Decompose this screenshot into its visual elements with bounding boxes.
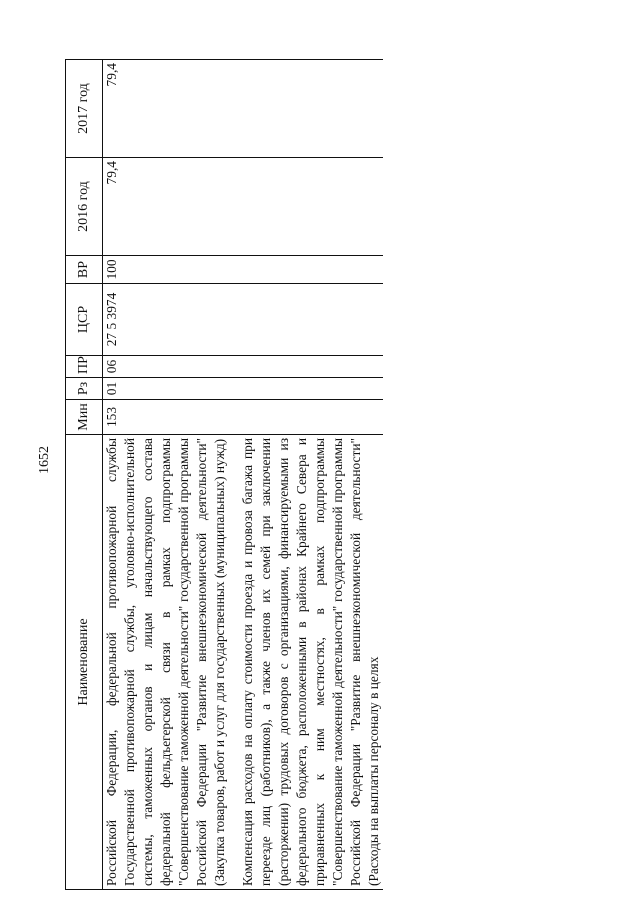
page-number-text: 1652 — [37, 446, 52, 474]
row-min — [229, 400, 383, 435]
header-2017: 2017 год — [66, 60, 103, 158]
table-row — [229, 60, 383, 890]
page-number — [33, 440, 57, 480]
row-2016 — [229, 158, 383, 256]
row-min: 153 — [103, 400, 230, 435]
row-rz: 01 — [103, 378, 230, 400]
row-2017 — [229, 60, 383, 158]
row-vr — [229, 256, 383, 284]
table-header-row — [66, 60, 103, 890]
document-page — [65, 60, 625, 890]
budget-table — [65, 59, 383, 890]
row-rz — [229, 378, 383, 400]
header-rz: Рз — [66, 378, 103, 400]
row-name: Компенсация расходов на оплату стоимости проезда и провоза багажа при переезде лиц (работников), а также членов их семей при заключении (расторжении) трудовых договоров с организациями, финансируемыми из федерального бюджета, расположенными в районах Крайнего Севера и приравненных к ним местностях, в рамках подпрограммы "Совершенствование таможенной деятельности" государственной программы Российской Федерации "Развитие внешнеэкономической деятельности" (Расходы на выплаты персоналу в целях — [229, 435, 383, 890]
header-min: Мин — [66, 400, 103, 435]
row-csr: 27 5 3974 — [103, 284, 230, 356]
header-csr: ЦСР — [66, 284, 103, 356]
row-csr — [229, 284, 383, 356]
header-name: Наименование — [66, 435, 103, 890]
row-2017: 79,4 — [103, 60, 230, 158]
table-row — [103, 60, 230, 890]
header-vr: ВР — [66, 256, 103, 284]
header-pr: ПР — [66, 356, 103, 378]
row-vr: 100 — [103, 256, 230, 284]
row-2016: 79,4 — [103, 158, 230, 256]
header-2016: 2016 год — [66, 158, 103, 256]
row-pr — [229, 356, 383, 378]
row-pr: 06 — [103, 356, 230, 378]
row-name: Российской Федерации, федеральной противопожарной службы Государственной противопожарной службы, уголовно-исполнительной системы, таможенных органов и лицам начальствующего состава федеральной фельдъегерской связи в рамках подпрограммы "Совершенствование таможенной деятельности" государственной программы Российской Федерации "Развитие внешнеэкономической деятельности" (Закупка товаров, работ и услуг для государственных (муниципальных) нужд) — [103, 435, 230, 890]
